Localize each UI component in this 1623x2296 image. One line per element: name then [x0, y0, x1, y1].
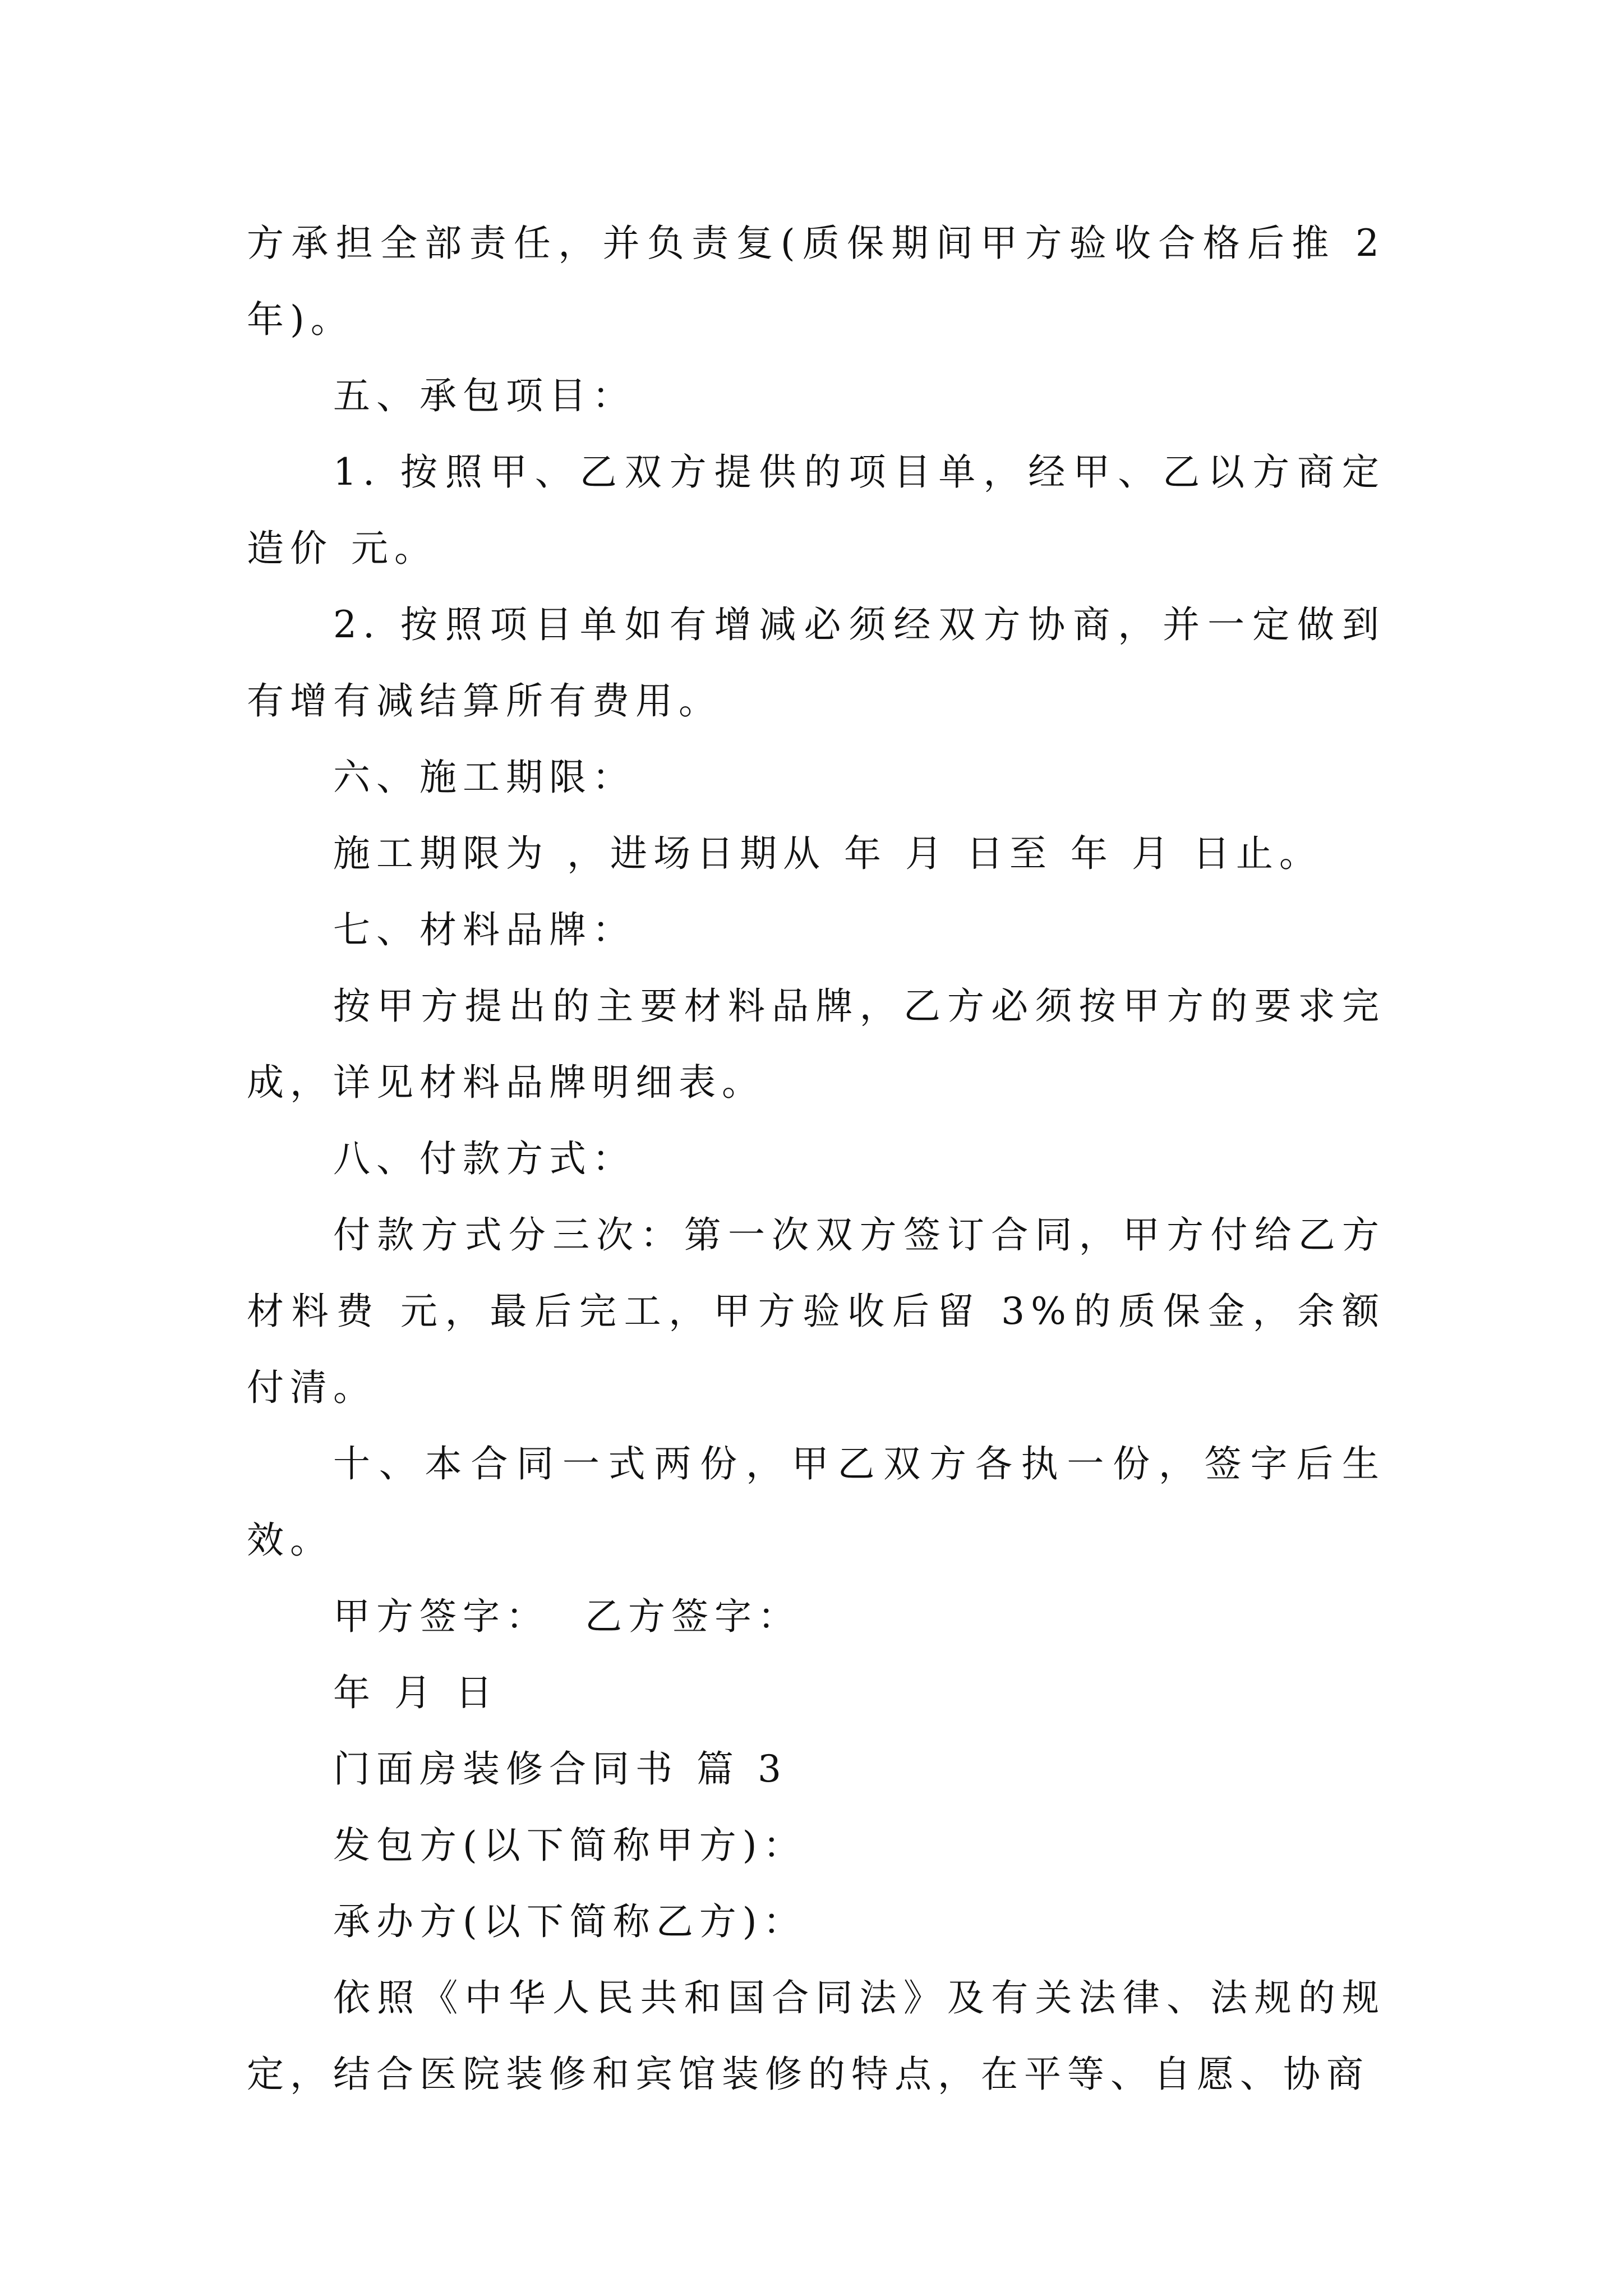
section-title-contract-3: 门面房装修合同书 篇 3 [333, 1747, 787, 1791]
paragraph-construction-period: 施工期限为 ，进场日期从 年 月 日至 年 月 日止。 [333, 832, 1322, 875]
document-body [247, 205, 1403, 2113]
paragraph-warranty-continued: 方承担全部责任，并负责复(质保期间甲方验收合格后推 2 年)。 [247, 222, 1403, 341]
paragraph-payment-method: 付款方式分三次：第一次双方签订合同，甲方付给乙方材料费 元，最后完工，甲方验收后留 3%的质保金，余额付清。 [247, 1213, 1385, 1409]
paragraph-item-1: 1. 按照甲、乙双方提供的项目单，经甲、乙以方商定造价 元。 [247, 450, 1385, 570]
heading-payment-method: 八、付款方式： [333, 1137, 635, 1180]
heading-contract-items: 五、承包项目： [333, 374, 635, 417]
heading-construction-period: 六、施工期限： [333, 756, 635, 799]
heading-material-brands: 七、材料品牌： [333, 908, 635, 951]
paragraph-copies-effective: 十、本合同一式两份，甲乙双方各执一份，签字后生效。 [247, 1442, 1385, 1562]
date-line: 年 月 日 [333, 1671, 499, 1714]
paragraph-material-brands: 按甲方提出的主要材料品牌，乙方必须按甲方的要求完成，详见材料品牌明细表。 [247, 984, 1385, 1104]
party-a-line: 发包方(以下简称甲方)： [333, 1824, 806, 1867]
paragraph-item-2: 2. 按照项目单如有增减必须经双方协商，并一定做到有增有减结算所有费用。 [247, 603, 1385, 723]
paragraph-legal-basis: 依照《中华人民共和国合同法》及有关法律、法规的规定，结合医院装修和宾馆装修的特点，在平等、自愿、协商 [247, 1976, 1385, 2096]
signature-line: 甲方签字： 乙方签字： [333, 1595, 801, 1638]
party-b-line: 承办方(以下简称乙方)： [333, 1900, 806, 1943]
